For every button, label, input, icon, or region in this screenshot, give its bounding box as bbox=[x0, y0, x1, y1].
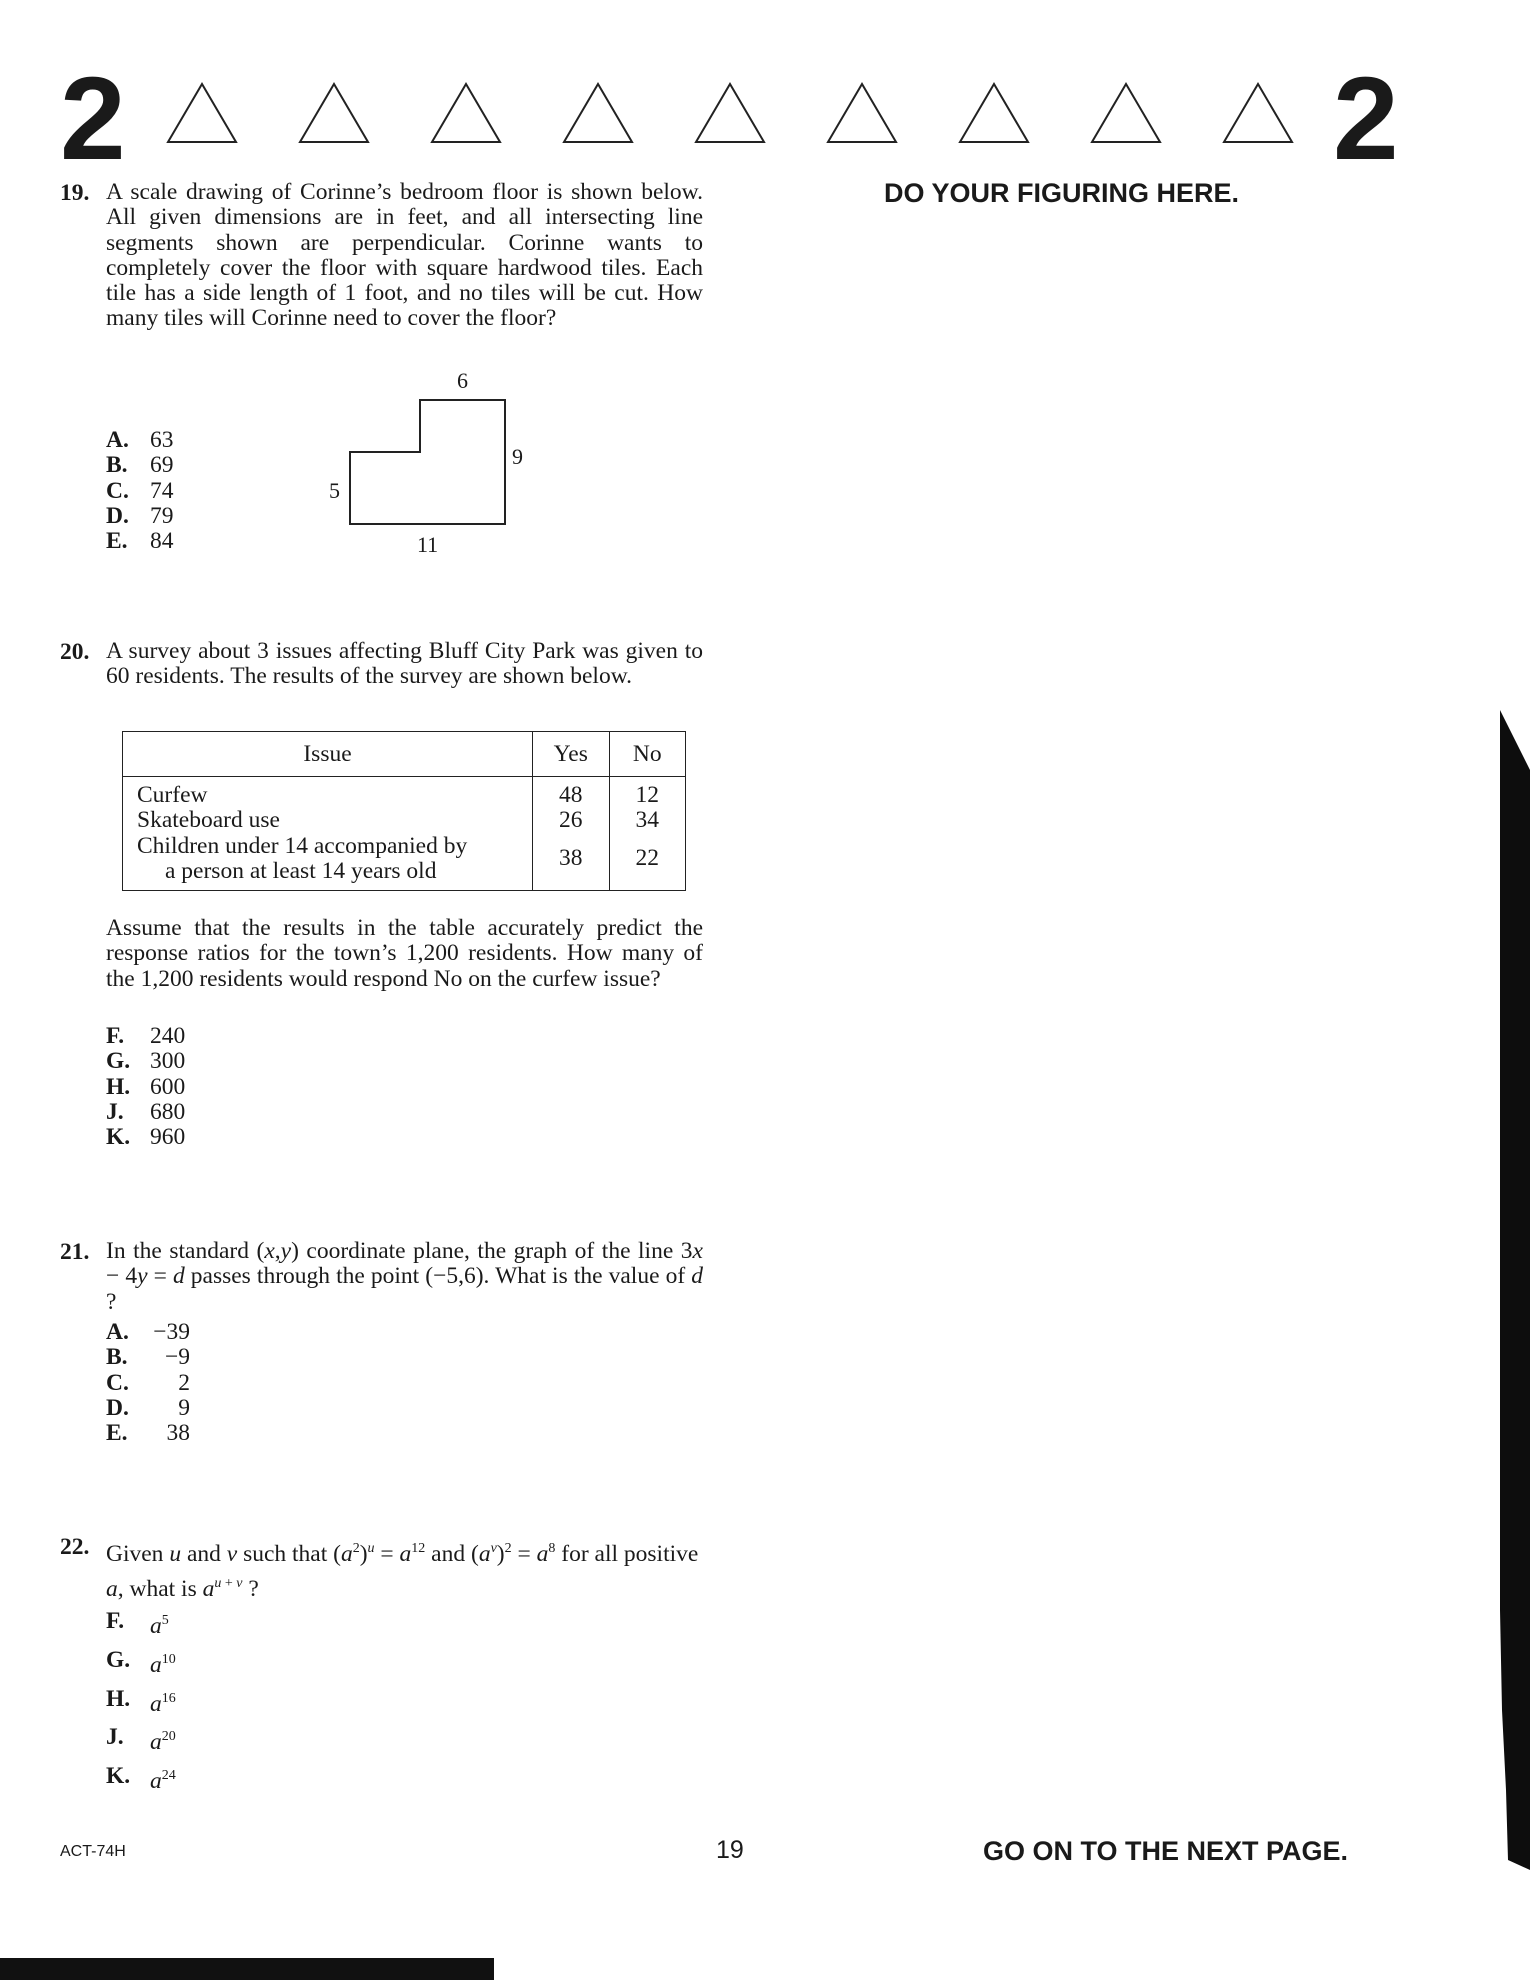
triangle-icon bbox=[1092, 84, 1160, 142]
answer-option-j[interactable]: J. 680 bbox=[106, 1098, 186, 1125]
question-20-text-continued: Assume that the results in the table accurately predict the response ratios for the town’s 1,200 residents. How many of the 1,200 residents would respond No on the curfew issue? bbox=[106, 915, 703, 992]
answer-option-e[interactable]: E. 84 bbox=[106, 528, 174, 555]
answer-option-h[interactable]: H. $a^{16}$ bbox=[106, 1685, 176, 1717]
answer-option-k[interactable]: K. $a^{24}$ bbox=[106, 1763, 176, 1795]
column-header-issue: Issue bbox=[123, 732, 533, 777]
question-22-text: Given u and v such that $(a^2)^u = a^{12}$ and $(a^v)^2 = a^8$ for all positive a, what is $a^{u + v}$ ? bbox=[106, 1540, 699, 1602]
scan-edge-bar bbox=[0, 1958, 494, 1980]
issue-cells bbox=[123, 777, 533, 891]
dimension-label-bottom: 11 bbox=[417, 532, 439, 557]
answer-option-a[interactable]: A. −39 bbox=[106, 1319, 190, 1345]
dimension-label-top: 6 bbox=[457, 368, 468, 393]
answer-choices-20 bbox=[106, 1024, 190, 1150]
yes-cells bbox=[532, 777, 609, 891]
answer-option-h[interactable]: H. 600 bbox=[106, 1073, 186, 1100]
table-cell: 48 bbox=[559, 782, 583, 808]
question-number: 20. bbox=[60, 639, 90, 665]
answer-option-a[interactable]: A. 63 bbox=[106, 427, 174, 453]
answer-option-g[interactable]: G. $a^{10}$ bbox=[106, 1646, 176, 1678]
table-cell: 34 bbox=[635, 807, 659, 834]
table-cell: a person at least 14 years old bbox=[165, 857, 437, 884]
dimension-label-left: 5 bbox=[329, 478, 340, 503]
triangle-icon bbox=[828, 84, 896, 142]
dimension-label-right: 9 bbox=[512, 444, 523, 469]
table-cell: Children under 14 accompanied by bbox=[137, 832, 468, 859]
figuring-note: DO YOUR FIGURING HERE. bbox=[884, 178, 1240, 208]
column-header-yes: Yes bbox=[532, 732, 609, 777]
question-20-text: A survey about 3 issues affecting Bluff City Park was given to 60 residents. The results of the survey are shown below. bbox=[106, 638, 703, 690]
table-cell: 38 bbox=[559, 844, 583, 871]
answer-option-d[interactable]: D. 79 bbox=[106, 502, 174, 529]
table-cell: Curfew bbox=[137, 782, 208, 808]
next-page-note: GO ON TO THE NEXT PAGE. bbox=[983, 1836, 1349, 1866]
survey-table bbox=[122, 731, 686, 891]
section-number-right: 2 bbox=[1333, 53, 1399, 185]
table-cell: 22 bbox=[635, 844, 659, 871]
answer-choices-22 bbox=[106, 1604, 176, 1798]
floor-outline bbox=[350, 400, 505, 524]
answer-option-c[interactable]: C. 74 bbox=[106, 477, 174, 504]
triangle-icon bbox=[432, 84, 500, 142]
triangle-icon bbox=[696, 84, 764, 142]
answer-option-g[interactable]: G. 300 bbox=[106, 1048, 186, 1075]
answer-option-f[interactable]: F. $a^5$ bbox=[106, 1608, 169, 1639]
answer-option-f[interactable]: F. 240 bbox=[106, 1023, 186, 1049]
answer-choices-19 bbox=[106, 428, 190, 554]
triangle-icon bbox=[168, 84, 236, 142]
answer-option-j[interactable]: J. $a^{20}$ bbox=[106, 1724, 176, 1756]
answer-option-b[interactable]: B. −9 bbox=[106, 1344, 190, 1371]
answer-option-b[interactable]: B. 69 bbox=[106, 452, 174, 479]
form-code: ACT-74H bbox=[60, 1843, 126, 1860]
triangle-icon bbox=[1224, 84, 1292, 142]
page-number: 19 bbox=[716, 1836, 744, 1864]
no-cells bbox=[609, 777, 685, 891]
triangle-icon bbox=[960, 84, 1028, 142]
triangle-icon bbox=[300, 84, 368, 142]
question-21-text: In the standard (x,y) coordinate plane, the graph of the line 3x − 4y = d passes through the point (−5,6). What is the value of d ? bbox=[106, 1238, 703, 1315]
question-19-text: A scale drawing of Corinne’s bedroom floor is shown below. All given dimensions are in feet, and all intersecting line segments shown are perpendicular. Corinne wants to completely cover the floor with square hardwood tiles. Each tile has a side length of 1 foot, and no tiles will be cut. How many tiles will Corinne need to cover the floor? bbox=[106, 179, 703, 332]
table-cell: 12 bbox=[635, 782, 659, 808]
answer-option-c[interactable]: C. 2 bbox=[106, 1369, 190, 1396]
floor-plan-diagram bbox=[348, 398, 508, 528]
section-number-left: 2 bbox=[60, 53, 126, 185]
column-header-no: No bbox=[609, 732, 685, 777]
triangle-icon bbox=[564, 84, 632, 142]
question-number: 19. bbox=[60, 180, 90, 206]
question-number: 21. bbox=[60, 1239, 90, 1265]
scan-edge-shadow bbox=[1500, 710, 1530, 1870]
triangle-row bbox=[160, 80, 1310, 150]
answer-option-k[interactable]: K. 960 bbox=[106, 1124, 186, 1151]
question-number: 22. bbox=[60, 1534, 90, 1560]
answer-choices-21 bbox=[106, 1320, 190, 1446]
table-cell: 26 bbox=[559, 807, 583, 834]
answer-option-e[interactable]: E. 38 bbox=[106, 1420, 190, 1447]
answer-option-d[interactable]: D. 9 bbox=[106, 1394, 190, 1421]
table-cell: Skateboard use bbox=[137, 807, 280, 834]
